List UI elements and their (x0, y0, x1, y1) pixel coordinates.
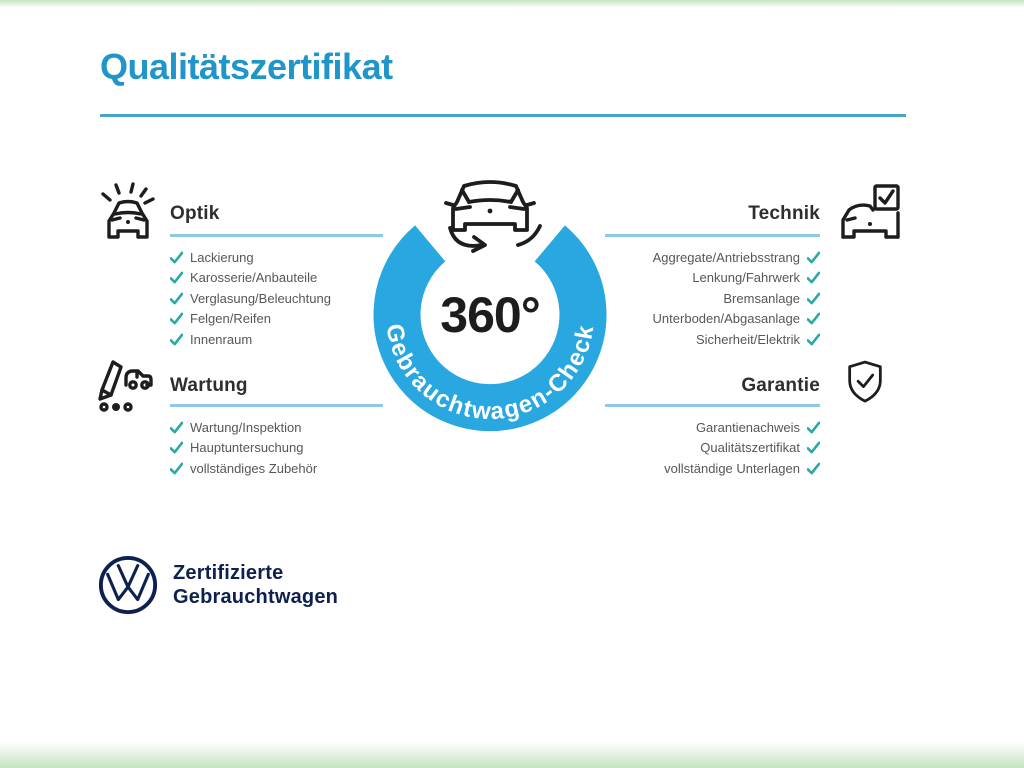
item-label: Lenkung/Fahrwerk (692, 270, 800, 286)
item-label: Karosserie/Anbauteile (190, 270, 318, 286)
car-checklist-icon (840, 183, 902, 241)
section-underline-garantie (605, 404, 820, 407)
check-icon (807, 421, 820, 434)
section-title-garantie: Garantie (741, 375, 820, 396)
item-label: vollständige Unterlagen (664, 460, 800, 476)
check-icon (170, 333, 183, 346)
brand-line2: Gebrauchtwagen (173, 586, 339, 608)
checklist-item (600, 288, 820, 309)
item-label: Unterboden/Abgasanlage (652, 311, 800, 327)
item-label: Garantienachweis (695, 419, 800, 435)
checklist-item (600, 268, 820, 289)
section-underline-wartung (170, 404, 383, 407)
check-icon (807, 292, 820, 305)
checklist-item (170, 329, 387, 350)
checklist-item (600, 247, 820, 268)
checklist-item (170, 288, 387, 309)
check-icon (170, 462, 183, 475)
item-label: Verglasung/Beleuchtung (190, 290, 331, 306)
page-title: Qualitätszertifikat (100, 46, 393, 87)
checklist-item (170, 417, 387, 438)
section-title-optik: Optik (170, 203, 220, 224)
section-underline-technik (605, 234, 820, 237)
checklist-item (170, 247, 387, 268)
item-label: Lackierung (190, 249, 254, 265)
service-pencil-car-icon (93, 354, 157, 414)
checklist-optik (170, 247, 387, 350)
checklist-item (170, 268, 387, 289)
check-icon (170, 251, 183, 264)
check-icon (170, 271, 183, 284)
item-label: vollständiges Zubehör (190, 460, 318, 476)
check-icon (807, 312, 820, 325)
check-icon (170, 421, 183, 434)
item-label: Sicherheit/Elektrik (695, 331, 800, 347)
section-underline-optik (170, 234, 383, 237)
check-icon (170, 441, 183, 454)
checklist-item (170, 438, 387, 459)
brand-footer (97, 554, 338, 616)
shield-check-icon (842, 354, 888, 410)
checklist-wartung (170, 417, 387, 479)
check-icon (807, 251, 820, 264)
checklist-item (600, 309, 820, 330)
checklist-item (600, 458, 820, 479)
item-label: Aggregate/Antriebsstrang (652, 249, 800, 265)
title-underline (100, 114, 906, 117)
green-edge-top (0, 0, 1024, 8)
checklist-item (170, 309, 387, 330)
item-label: Wartung/Inspektion (190, 419, 302, 435)
checklist-item (600, 417, 820, 438)
checklist-garantie (600, 417, 820, 479)
checklist-item (600, 329, 820, 350)
item-label: Felgen/Reifen (190, 311, 271, 327)
car-shine-icon (95, 180, 159, 240)
item-label: Hauptuntersuchung (190, 440, 304, 456)
brand-line1: Zertifizierte (173, 562, 284, 584)
item-label: Innenraum (190, 331, 253, 347)
check-icon (170, 292, 183, 305)
checklist-item (600, 438, 820, 459)
checklist-technik (600, 247, 820, 350)
360-check-badge (372, 174, 608, 436)
item-label: Qualitätszertifikat (700, 440, 800, 456)
green-edge-bottom (0, 742, 1024, 768)
section-title-technik: Technik (748, 203, 820, 224)
brand-text (173, 561, 338, 609)
section-title-wartung: Wartung (170, 375, 248, 396)
item-label: Bremsanlage (723, 290, 800, 306)
check-icon (170, 312, 183, 325)
ring-text: Gebrauchtwagen-Check (380, 321, 600, 426)
vw-logo (97, 554, 159, 616)
center-360-label: 360° (440, 287, 540, 343)
check-icon (807, 271, 820, 284)
rotating-car-icon (446, 182, 540, 251)
check-icon (807, 333, 820, 346)
checklist-item (170, 458, 387, 479)
check-icon (807, 441, 820, 454)
check-icon (807, 462, 820, 475)
